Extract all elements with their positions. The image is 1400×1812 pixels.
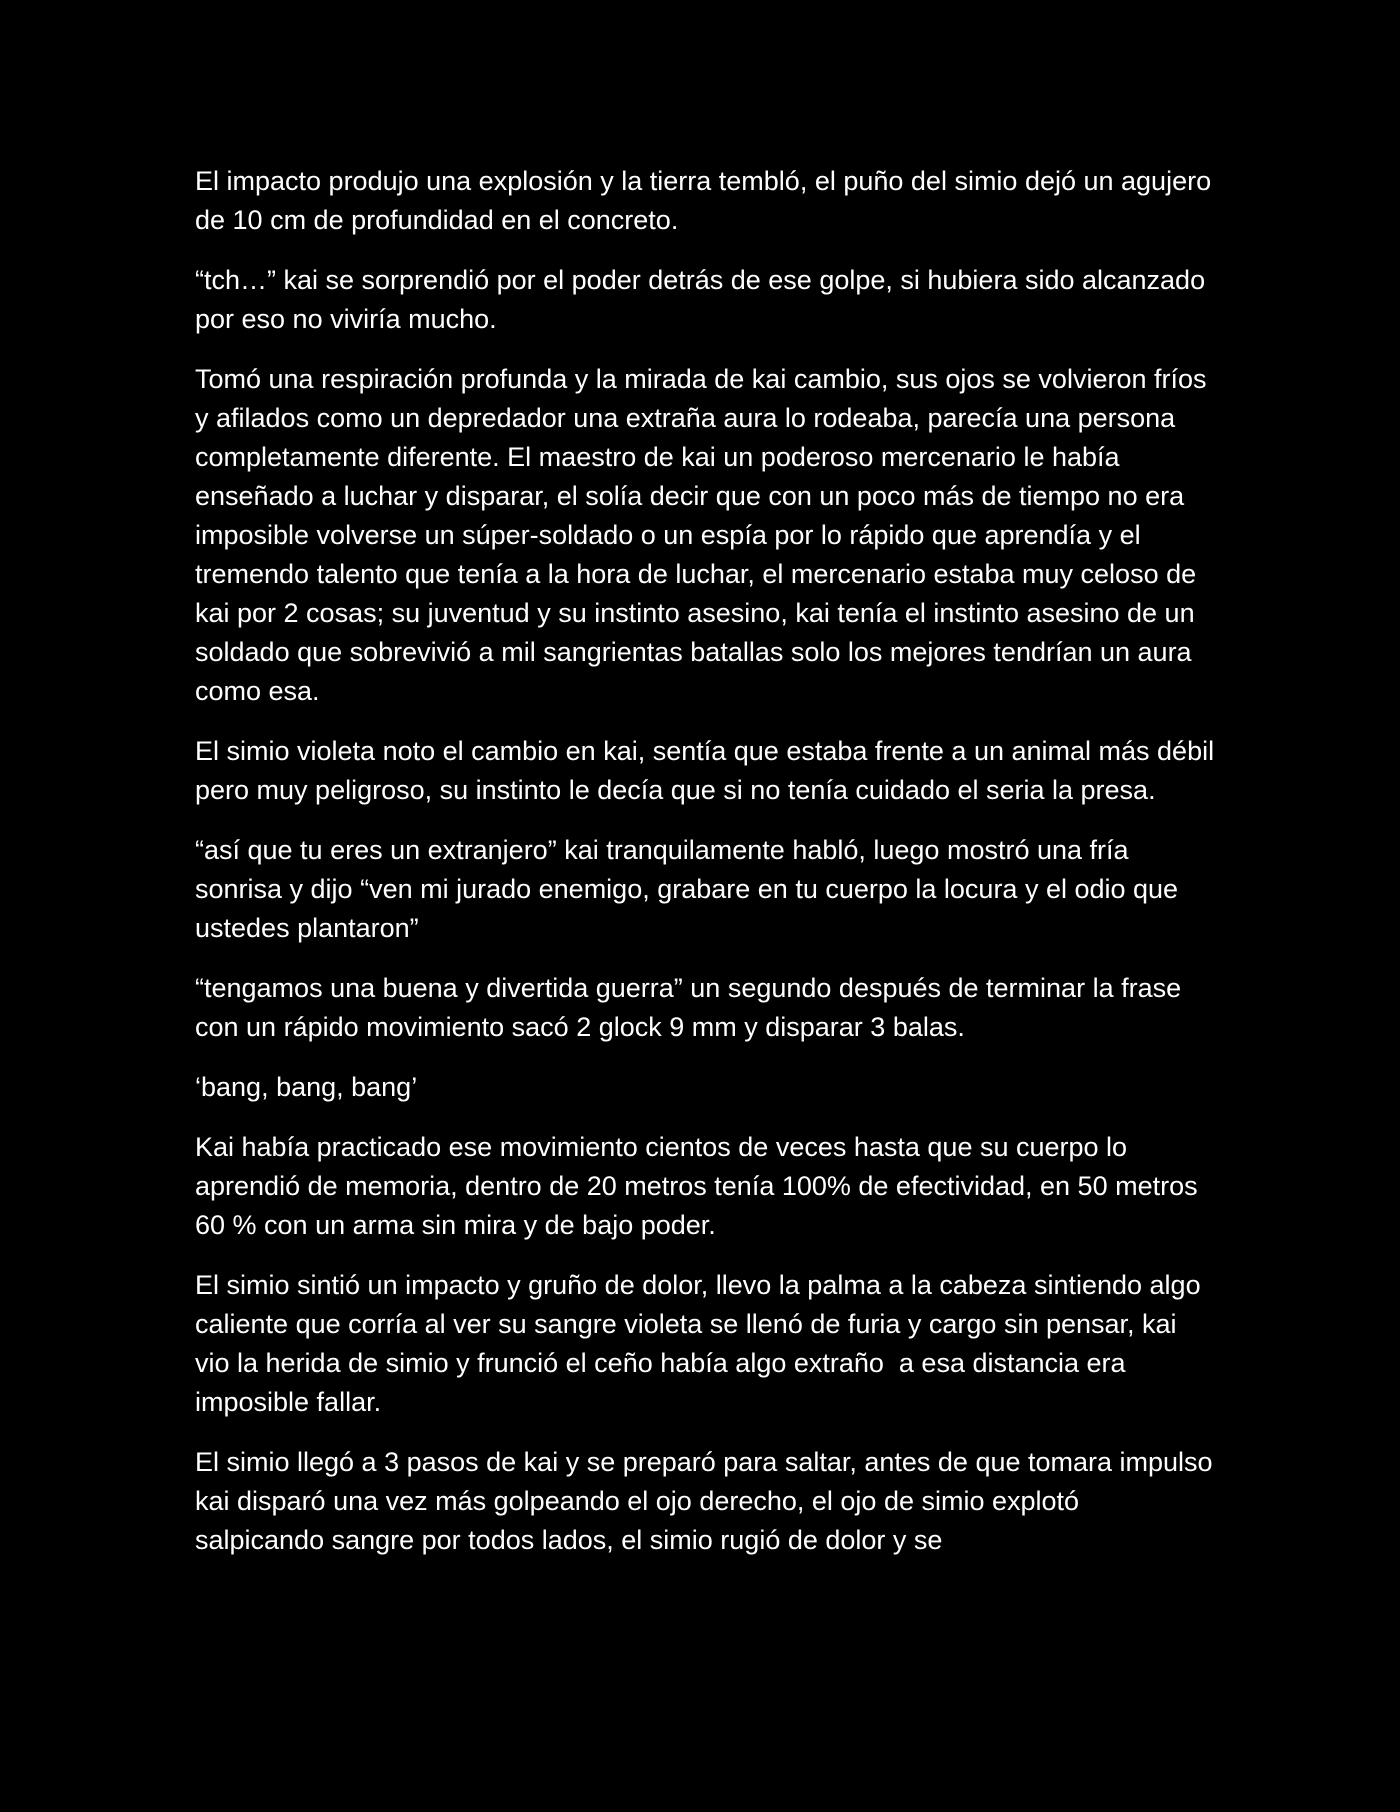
paragraph-9: El simio sintió un impacto y gruño de dolor, llevo la palma a la cabeza sintiendo algo caliente que corría al ver su sangre violeta se llenó de furia y cargo sin pensar, kai vio la herida de simio y frunció el ceño había algo extraño a esa distancia era imposible fallar. xyxy=(195,1270,1209,1417)
paragraph-8: Kai había practicado ese movimiento cientos de veces hasta que su cuerpo lo aprendió de memoria, dentro de 20 metros tenía 100% de efectividad, en 50 metros 60 % con un arma sin mira y de bajo poder. xyxy=(195,1132,1206,1240)
paragraph-10: El simio llegó a 3 pasos de kai y se preparó para saltar, antes de que tomara impulso kai disparó una vez más golpeando el ojo derecho, el ojo de simio explotó salpicando sangre por todos lados, el simio rugió de dolor y se xyxy=(195,1447,1221,1555)
paragraph-4: El simio violeta noto el cambio en kai, sentía que estaba frente a un animal más débil pero muy peligroso, su instinto le decía que si no tenía cuidado el seria la presa. xyxy=(195,736,1222,805)
paragraph-5: “así que tu eres un extranjero” kai tranquilamente habló, luego mostró una fría sonrisa y dijo “ven mi jurado enemigo, grabare en tu cuerpo la locura y el odio que ustedes plantaron” xyxy=(195,835,1186,943)
paragraph-1: El impacto produjo una explosión y la tierra tembló, el puño del simio dejó un agujero de 10 cm de profundidad en el concreto. xyxy=(195,166,1219,235)
paragraph-3: Tomó una respiración profunda y la mirada de kai cambio, sus ojos se volvieron fríos y afilados como un depredador una extraña aura lo rodeaba, parecía una persona completamente diferente. El maestro de kai un poderoso mercenario le había enseñado a luchar y disparar, el solía decir que con un poco más de tiempo no era imposible volverse un súper-soldado o un espía por lo rápido que aprendía y el tremendo talento que tenía a la hora de luchar, el mercenario estaba muy celoso de kai por 2 cosas; su juventud y su instinto asesino, kai tenía el instinto asesino de un soldado que sobrevivió a mil sangrientas batallas solo los mejores tendrían un aura como esa. xyxy=(195,364,1215,706)
document-body xyxy=(195,162,1222,1581)
paragraph-6: “tengamos una buena y divertida guerra” un segundo después de terminar la frase con un rápido movimiento sacó 2 glock 9 mm y disparar 3 balas. xyxy=(195,973,1189,1042)
paragraph-2: “tch…” kai se sorprendió por el poder detrás de ese golpe, si hubiera sido alcanzado por eso no viviría mucho. xyxy=(195,265,1213,334)
paragraph-7: ‘bang, bang, bang’ xyxy=(195,1072,418,1102)
